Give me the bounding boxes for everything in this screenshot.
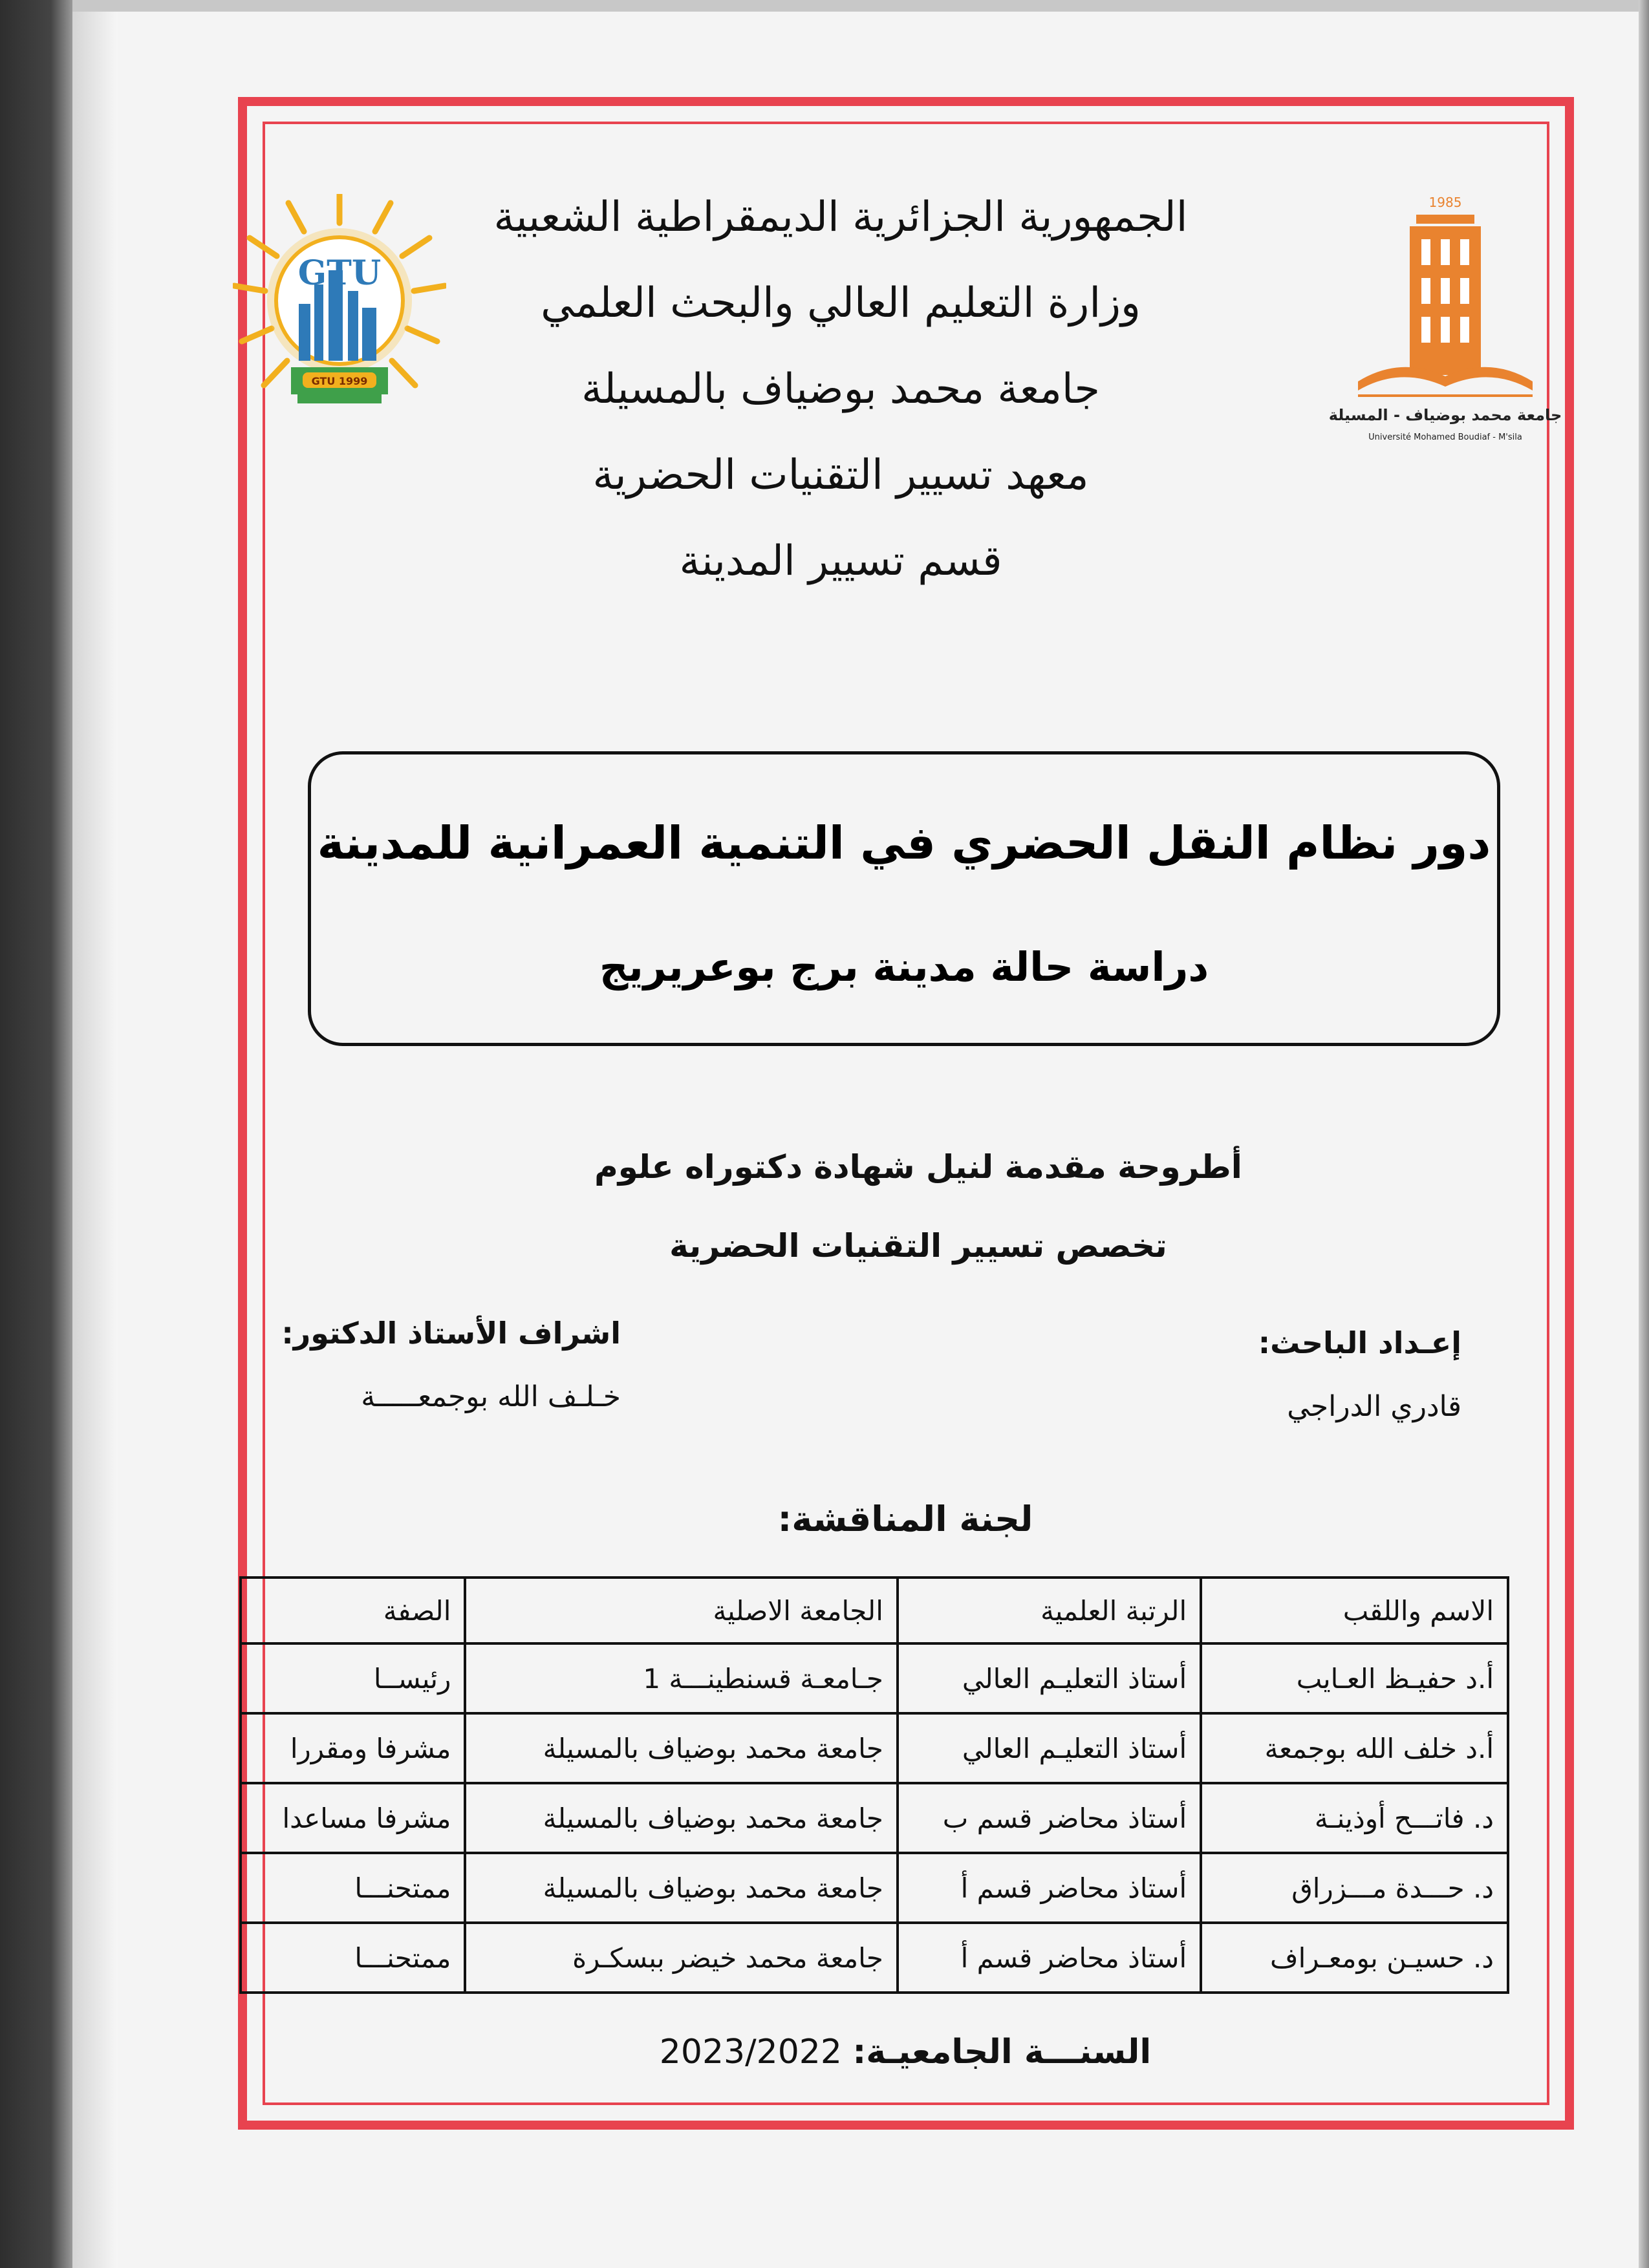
committee-row	[241, 1783, 1508, 1853]
supervisor-label: اشراف الأستاذ الدكتور:	[281, 1316, 621, 1351]
member-name: أ.د خلف الله بوجمعة	[1201, 1713, 1508, 1783]
header-institute: معهد تسيير التقنيات الحضرية	[592, 451, 1089, 499]
member-name: أ.د حفيـظ العـايب	[1201, 1643, 1508, 1713]
header-university: جامعة محمد بوضياف بالمسيلة	[581, 365, 1100, 413]
member-university: جامعة محمد بوضياف بالمسيلة	[465, 1853, 898, 1923]
member-university: جـامعـة قسنطينـــة 1	[465, 1643, 898, 1713]
member-rank: أستاذ التعليـم العالي	[898, 1643, 1201, 1713]
header-rank: الرتبة العلمية	[898, 1578, 1201, 1643]
scan-top-edge	[72, 0, 1649, 12]
academic-year	[582, 2033, 1229, 2071]
committee-row	[241, 1643, 1508, 1713]
member-rank: أستاذ محاضر قسم أ	[898, 1923, 1201, 1993]
header-ministry: وزارة التعليم العالي والبحث العلمي	[541, 279, 1141, 327]
committee-table	[239, 1576, 1509, 1994]
institution-header	[414, 175, 1267, 604]
header-role: الصفة	[241, 1578, 465, 1643]
member-role: ممتحنـــا	[241, 1923, 465, 1993]
university-name-ar: جامعة محمد بوضياف - المسيلة	[1328, 406, 1562, 424]
university-tower-emblem-icon	[1319, 187, 1565, 459]
thesis-specialty: تخصص تسيير التقنيات الحضرية	[669, 1227, 1167, 1265]
gtu-badge-text: GTU 1999	[311, 375, 368, 387]
member-role: ممتحنـــا	[241, 1853, 465, 1923]
supervisor-name: خـلـف الله بوجمعـــــة	[361, 1380, 621, 1413]
academic-year-label: السنـــة الجامعيـة:	[852, 2033, 1152, 2071]
author-label: إعـداد الباحث:	[1258, 1325, 1461, 1360]
author-name: قادري الدراجي	[1287, 1390, 1461, 1423]
university-logo	[1319, 187, 1565, 459]
member-name: د. فاتـــح أوذينـة	[1201, 1783, 1508, 1853]
scan-page-edge	[72, 0, 118, 2268]
member-university: جامعة محمد بوضياف بالمسيلة	[465, 1783, 898, 1853]
thesis-title: دور نظام النقل الحضري في التنمية العمرانية للمدينة	[317, 817, 1491, 870]
member-university: جامعة محمد خيضر ببسكـرة	[465, 1923, 898, 1993]
member-rank: أستاذ محاضر قسم أ	[898, 1853, 1201, 1923]
member-name: د. حـــدة مـــزراق	[1201, 1853, 1508, 1923]
scan-binding-shadow	[0, 0, 72, 2268]
committee-row	[241, 1713, 1508, 1783]
academic-year-value: 2023/2022	[659, 2033, 842, 2071]
member-rank: أستاذ محاضر قسم ب	[898, 1783, 1201, 1853]
header-department: قسم تسيير المدينة	[679, 537, 1002, 585]
member-name: د. حسيـن بومعـراف	[1201, 1923, 1508, 1993]
committee-row	[241, 1923, 1508, 1993]
member-rank: أستاذ التعليـم العالي	[898, 1713, 1201, 1783]
header-republic: الجمهورية الجزائرية الديمقراطية الشعبية	[493, 193, 1188, 241]
header-name: الاسم واللقب	[1201, 1578, 1508, 1643]
thesis-title-box	[308, 751, 1500, 1046]
committee-header-row	[241, 1578, 1508, 1643]
thesis-subtitle: دراسة حالة مدينة برج بوعريريج	[599, 943, 1209, 990]
university-name-fr: Université Mohamed Boudiaf - M'sila	[1368, 433, 1522, 442]
thesis-degree: أطروحة مقدمة لنيل شهادة دكتوراه علوم	[594, 1148, 1242, 1186]
committee-title: لجنة المناقشة:	[777, 1499, 1033, 1539]
member-role: مشرفا مساعدا	[241, 1783, 465, 1853]
committee-row	[241, 1853, 1508, 1923]
member-university: جامعة محمد بوضياف بالمسيلة	[465, 1713, 898, 1783]
member-role: مشرفا ومقررا	[241, 1713, 465, 1783]
scan-right-edge	[1639, 0, 1649, 2268]
header-university: الجامعة الاصلية	[465, 1578, 898, 1643]
member-role: رئيســا	[241, 1643, 465, 1713]
university-founding-year: 1985	[1428, 195, 1462, 210]
gtu-monogram: GTU	[297, 253, 382, 293]
